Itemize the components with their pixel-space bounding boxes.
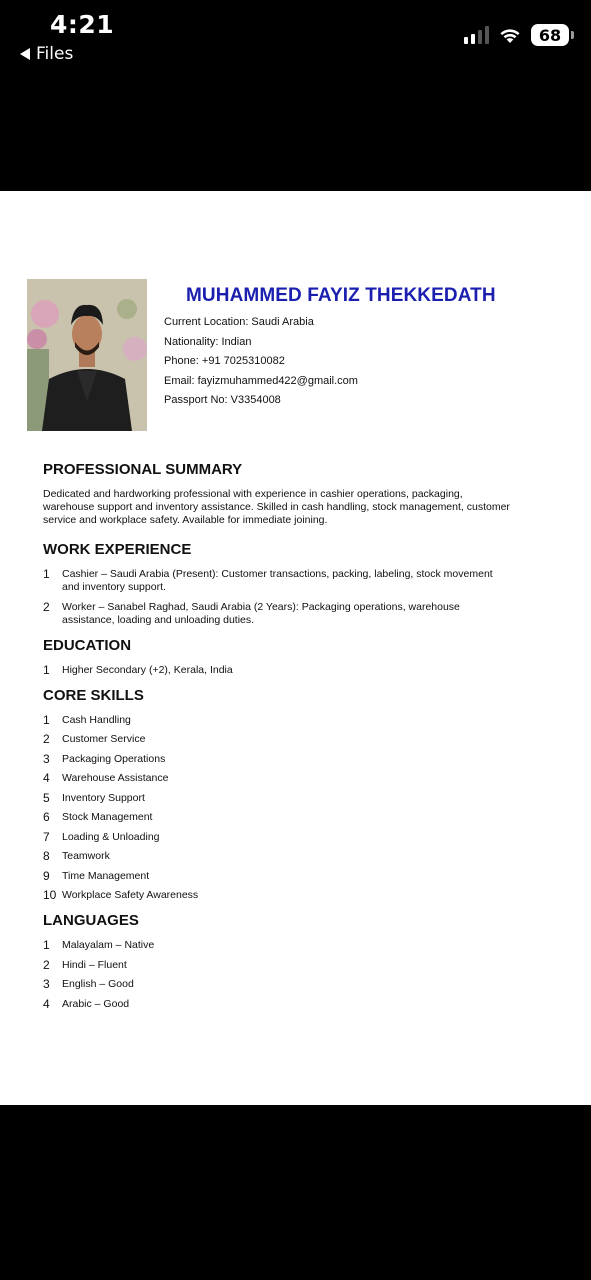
profile-photo: [27, 279, 147, 431]
list-item: 2 Customer Service: [43, 732, 146, 746]
status-time: 4:21: [50, 10, 115, 39]
work-experience-list: [43, 568, 513, 627]
resume-body: [43, 461, 513, 1021]
contact-details: [164, 313, 358, 411]
list-item: 5 Inventory Support: [43, 790, 145, 805]
back-arrow-icon: [20, 48, 30, 60]
back-label: Files: [36, 44, 74, 64]
phone: Phone: +91 7025310082: [164, 355, 285, 368]
list-item: 10 Workplace Safety Awareness: [43, 888, 199, 902]
work-experience-heading: WORK EXPERIENCE: [43, 541, 192, 558]
list-item: 8 Teamwork: [43, 849, 110, 863]
back-to-files-button[interactable]: [20, 44, 73, 64]
list-item: 2 Worker – Sanabel Raghad, Saudi Arabia (2 Years): Packaging operations, warehouse assistance, loading and unloading duties.: [43, 599, 460, 626]
candidate-name: MUHAMMED FAYIZ THEKKEDATH: [186, 285, 496, 306]
education-list: [43, 664, 513, 677]
list-item: 1 Cash Handling: [43, 712, 131, 727]
education-heading: EDUCATION: [43, 636, 132, 654]
languages-heading: LANGUAGES: [43, 912, 139, 929]
battery-icon: [531, 24, 569, 46]
wifi-icon: [499, 27, 521, 44]
resume-document: [0, 191, 591, 1105]
languages-list: [43, 939, 513, 1011]
status-icons: [464, 24, 569, 46]
list-item: 7 Loading & Unloading: [43, 829, 160, 844]
list-item: 3 Packaging Operations: [43, 751, 166, 766]
status-bar: [0, 0, 591, 191]
list-item: 4 Warehouse Assistance: [43, 771, 169, 785]
list-item: 2 Hindi – Fluent: [43, 957, 127, 972]
list-item: 1 Higher Secondary (+2), Kerala, India: [43, 662, 233, 677]
summary-text: Dedicated and hardworking professional with experience in cashier operations, packaging, warehouse support and inventory assistance. Skilled in cash handling, stock management, customer service and workplace safety. Available for immediate joining.: [43, 488, 510, 526]
list-item: 1 Malayalam – Native: [43, 938, 155, 952]
nationality: Nationality: Indian: [164, 335, 252, 348]
core-skills-list: [43, 714, 513, 903]
core-skills-heading: CORE SKILLS: [43, 686, 144, 704]
list-item: 6 Stock Management: [43, 810, 153, 824]
list-item: 4 Arabic – Good: [43, 996, 130, 1011]
list-item: 9 Time Management: [43, 868, 150, 883]
battery-level: 68: [538, 25, 562, 45]
passport-number: Passport No: V3354008: [164, 394, 281, 407]
list-item: 3 English – Good: [43, 977, 134, 991]
email: Email: fayizmuhammed422@gmail.com: [164, 374, 358, 387]
cellular-signal-icon: [464, 26, 489, 44]
current-location: Current Location: Saudi Arabia: [164, 316, 314, 328]
list-item: 1 Cashier – Saudi Arabia (Present): Customer transactions, packing, labeling, stock movement and inventory support.: [43, 567, 493, 593]
summary-heading: PROFESSIONAL SUMMARY: [43, 461, 243, 478]
